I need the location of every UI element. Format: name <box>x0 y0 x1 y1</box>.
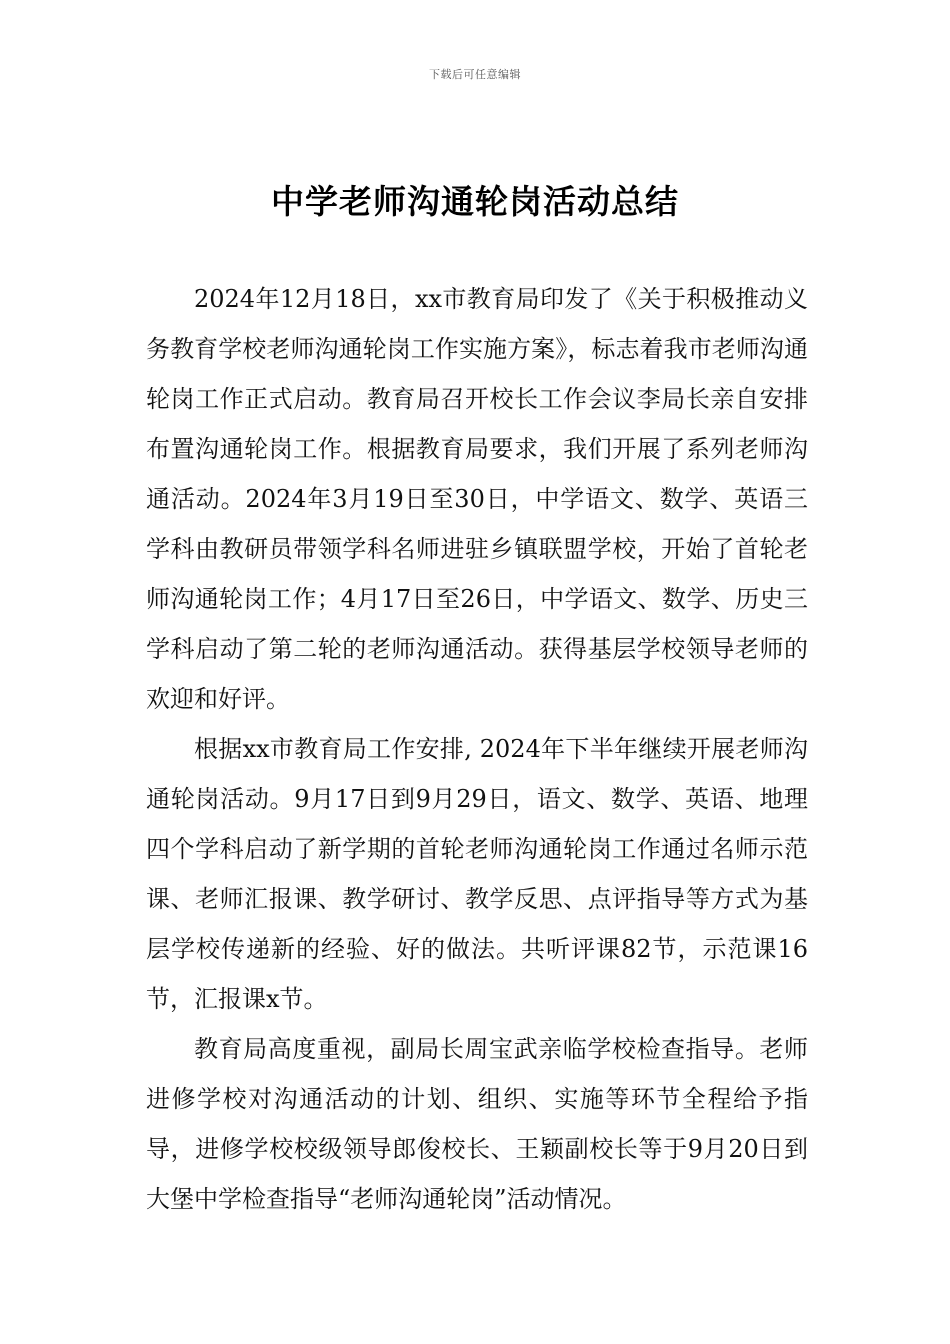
paragraph-2: 根据xx市教育局工作安排, 2024年下半年继续开展老师沟通轮岗活动。9月17日到9月29日，语文、数学、英语、地理四个学科启动了新学期的首轮老师沟通轮岗工作通过名师示范课、老师汇报课、教学研讨、教学反思、点评指导等方式为基层学校传递新的经验、好的做法。共听评课82节，示范课16节，汇报课x节。 <box>146 735 808 1013</box>
document-title: 中学老师沟通轮岗活动总结 <box>271 182 679 221</box>
document-body <box>146 274 808 1224</box>
paragraph-3: 教育局高度重视，副局长周宝武亲临学校检查指导。老师进修学校对沟通活动的计划、组织、实施等环节全程给予指导，进修学校校级领导郎俊校长、王颖副校长等于9月20日到大堡中学检查指导“老师沟通轮岗”活动情况。 <box>146 1035 808 1213</box>
paragraph-1: 2024年12月18日，xx市教育局印发了《关于积极推动义务教育学校老师沟通轮岗工作实施方案》，标志着我市老师沟通轮岗工作正式启动。教育局召开校长工作会议李局长亲自安排布置沟通轮岗工作。根据教育局要求，我们开展了系列老师沟通活动。2024年3月19日至30日，中学语文、数学、英语三学科由教研员带领学科名师进驻乡镇联盟学校，开始了首轮老师沟通轮岗工作；4月17日至26日，中学语文、数学、历史三学科启动了第二轮的老师沟通活动。获得基层学校领导老师的欢迎和好评。 <box>146 285 808 713</box>
header-note: 下载后可任意编辑 <box>429 68 521 81</box>
